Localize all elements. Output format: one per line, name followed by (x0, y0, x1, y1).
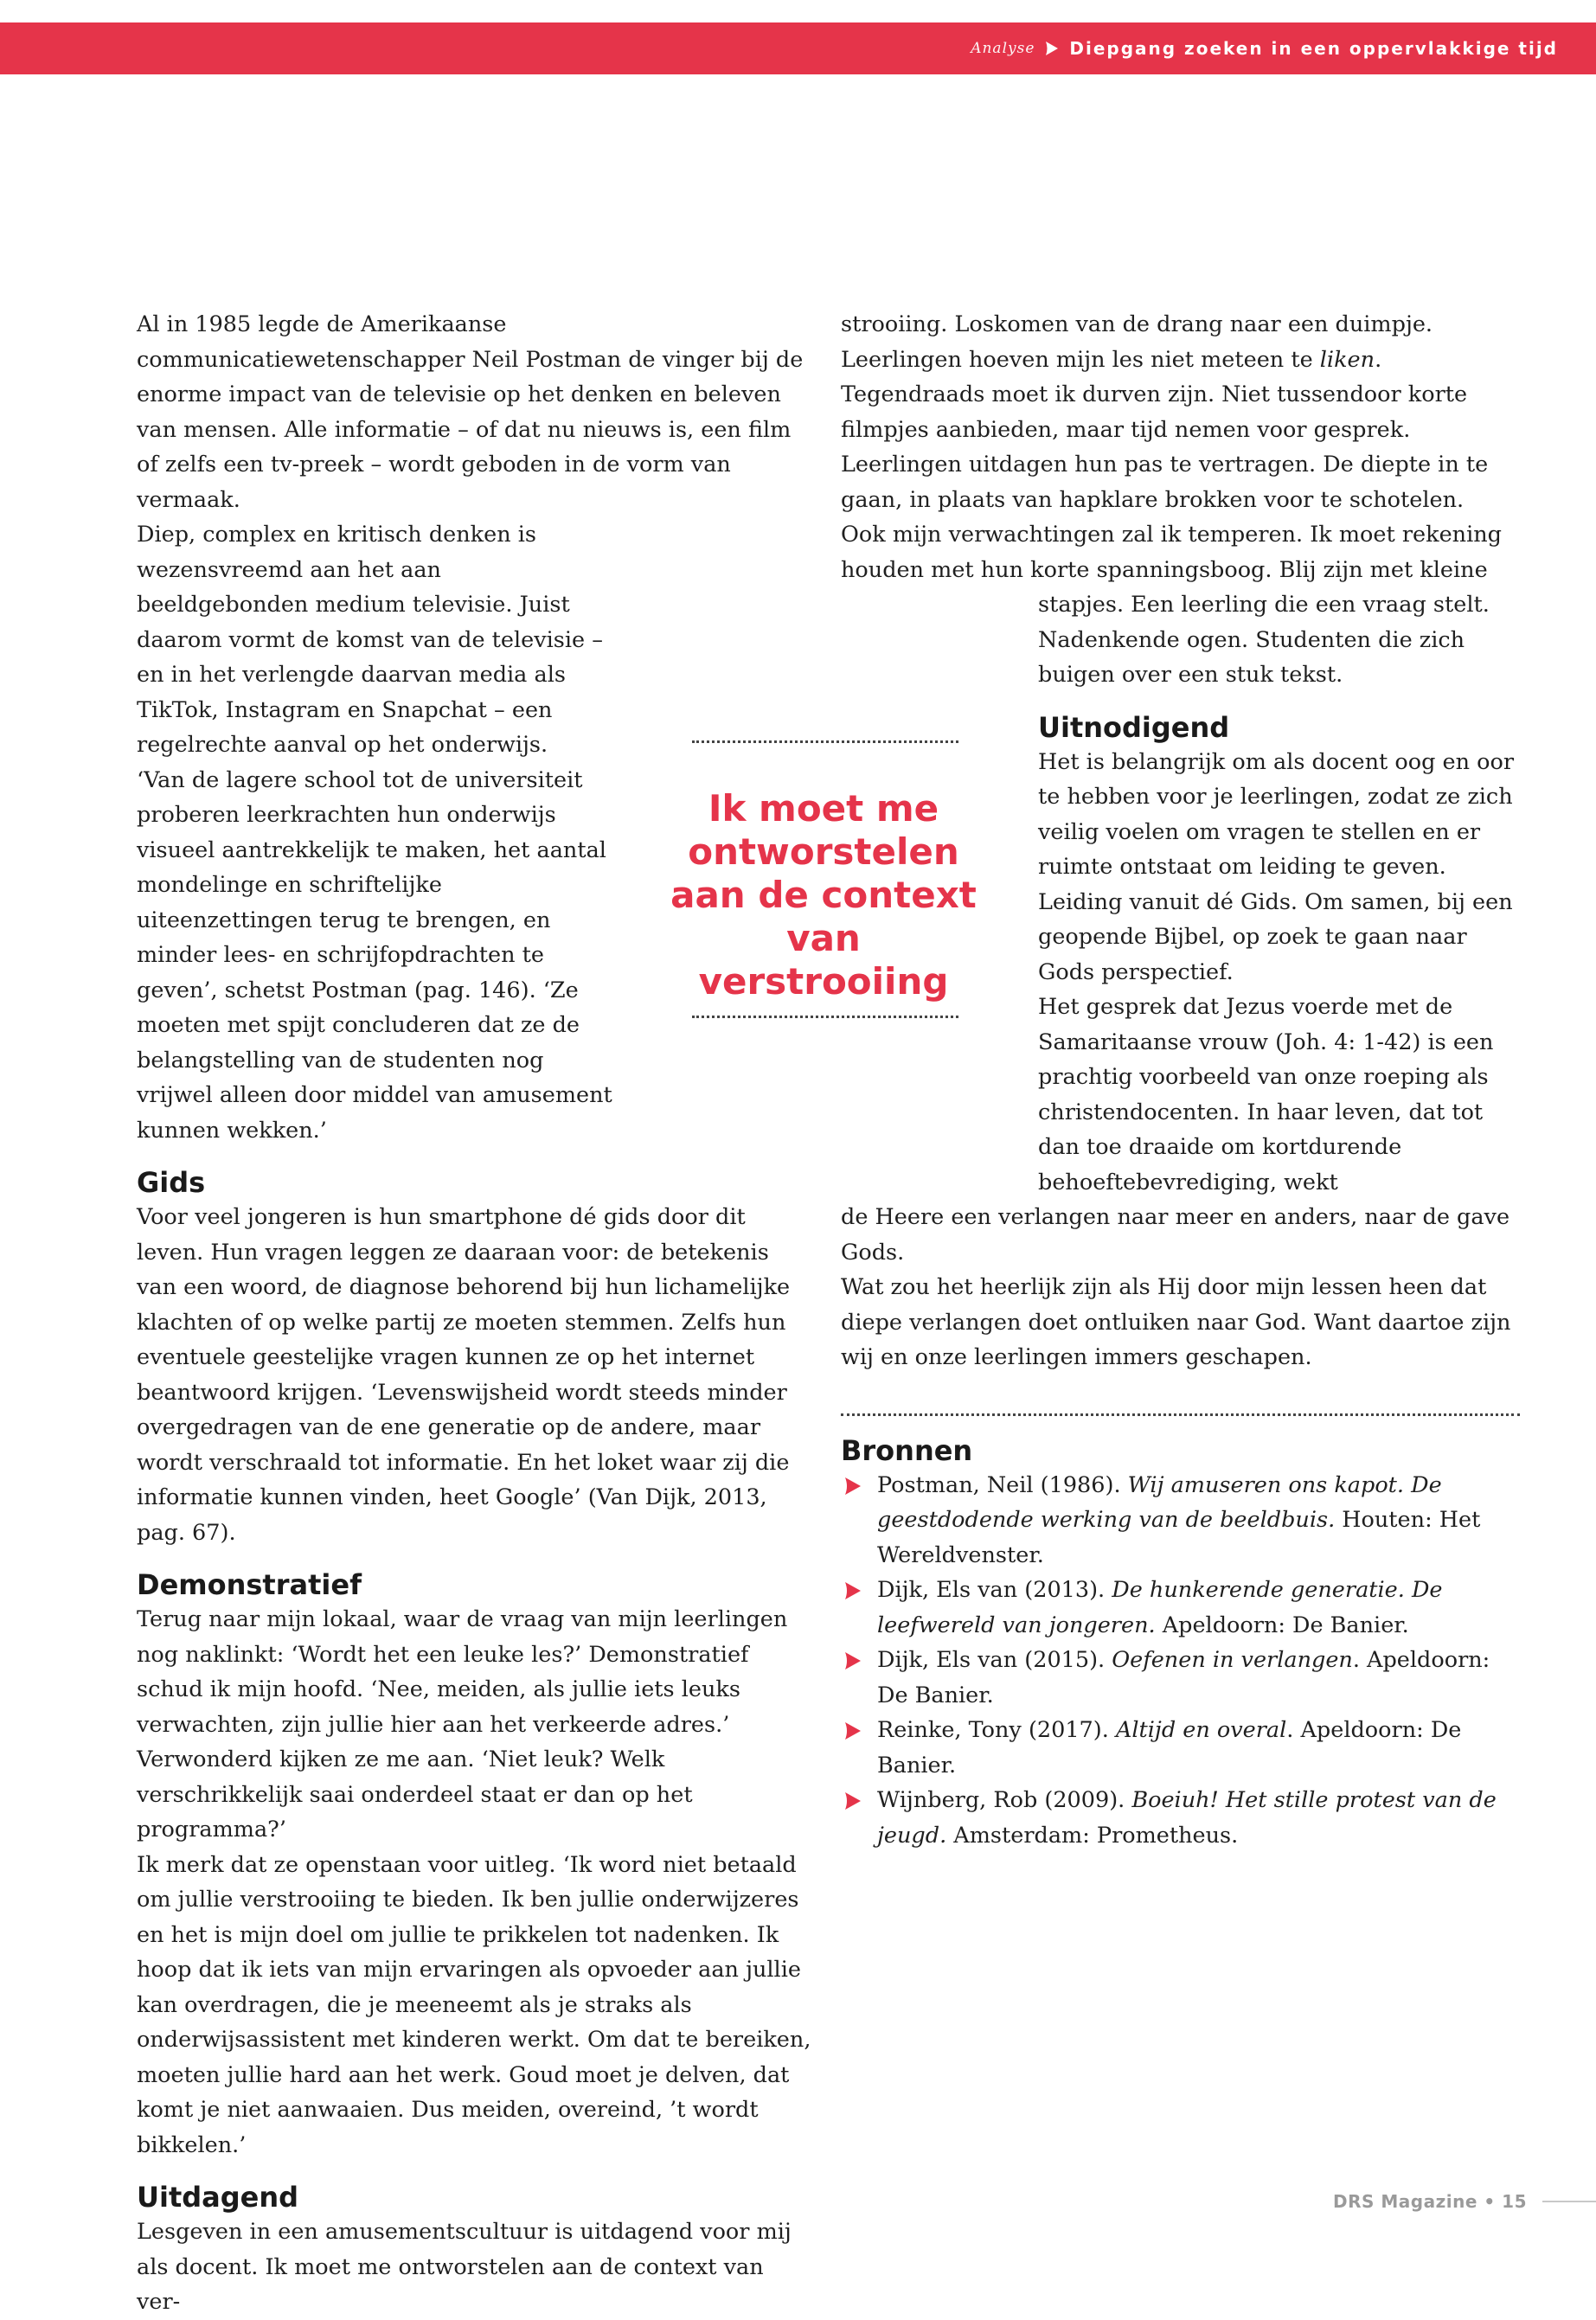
heading-demonstratief: Demonstratief (137, 1568, 362, 1601)
heading-gids: Gids (137, 1166, 206, 1199)
breadcrumb (971, 22, 1558, 74)
intro-paragraph-2: Diep, complex en kritisch denken is wezensvreemd aan het aan beeldgebonden medium televisie. Juist daarom vormt de komst van de televisie – en in het verlengde daarvan media als TikTok, Instagram en Snapchat – een regelrechte aanval op het onderwijs. (137, 522, 603, 758)
source-item: Reinke, Tony (2017). Altijd en overal. Apeldoorn: De Banier. (841, 1713, 1520, 1783)
source-item: Dijk, Els van (2015). Oefenen in verlangen. Apeldoorn: De Banier. (841, 1643, 1520, 1713)
uitnodigend-block (1038, 710, 1520, 1201)
source-item: Wijnberg, Rob (2009). Boeiuh! Het stille protest van de jeugd. Amsterdam: Prometheus. (841, 1783, 1520, 1853)
footer-label (1333, 2191, 1527, 2212)
page-footer (1333, 2189, 1596, 2214)
intro-paragraph-3: ‘Van de lagere school tot de universiteit proberen leerkrachten hun onderwijs visueel aantrekkelijk te maken, het aantal mondelinge en schriftelijke uiteenzettingen terug te brengen, en minder lees- en schrijfopdrachten te geven’, schetst Postman (pag. 146). ‘Ze moeten met spijt concluderen dat ze de belangstelling van de studenten nog vrijwel alleen door middel van amusement kunnen wekken.’ (137, 766, 612, 1144)
bullet-arrow-icon (843, 1721, 863, 1741)
uitnodigend-continued: de Heere een verlangen naar meer en anders, naar de gave Gods. (841, 1204, 1510, 1266)
heading-uitdagend: Uitdagend (137, 2181, 299, 2214)
source-item: Postman, Neil (1986). Wij amuseren ons kapot. De geestdodende werking van de beeldbuis. Houten: Het Wereldvenster. (841, 1468, 1520, 1573)
intro-paragraph-1: Al in 1985 legde de Amerikaanse communicatiewetenschapper Neil Postman de vinger bij de enorme impact van de televisie op het denken en beleven van mensen. Alle informatie – of dat nu nieuws is, een film of zelfs een tv-preek – wordt geboden in de vorm van vermaak. (137, 311, 804, 513)
gids-paragraph: Voor veel jongeren is hun smartphone dé gids door dit leven. Hun vragen leggen ze daaraan voor: de betekenis van een woord, de diagnose behorend bij hun lichamelijke klachten of op welke partij ze moeten stemmen. Zelfs hun eventuele geestelijke vragen kunnen ze op het internet beantwoord krijgen. ‘Levenswijsheid wordt steeds minder overgedragen van de ene generatie op de andere, maar wordt verschraald tot informatie. En het loket waar zij die informatie kunnen vinden, heet Google’ (Van Dijk, 2013, pag. 67). (137, 1204, 791, 1546)
uitnodigend-paragraph-1: Het is belangrijk om als docent oog en oor te hebben voor je leerlingen, zodat ze zich veilig voelen om vragen te stellen en er ruimte ontstaat om leiding te geven. Leiding vanuit dé Gids. Om samen, bij een geopende Bijbel, op zoek te gaan naar Gods perspectief. (1038, 748, 1515, 985)
heading-bronnen: Bronnen (841, 1433, 973, 1467)
bullet-arrow-icon (843, 1476, 863, 1496)
article-title: Diepgang zoeken in een oppervlakkige tijd (1069, 38, 1558, 59)
header-bar (0, 22, 1596, 74)
uitnodigend-paragraph-2: Het gesprek dat Jezus voerde met de Samaritaanse vrouw (Joh. 4: 1-42) is een prachtig voorbeeld van onze roeping als christendocenten. In haar leven, dat tot dan toe draaide om kortdurende behoeftebevrediging, wekt (1038, 994, 1494, 1195)
italic-word: liken (1319, 346, 1375, 373)
footer-separator: • (1484, 2191, 1496, 2212)
demo-paragraph-2: Ik merk dat ze openstaan voor uitleg. ‘Ik word niet betaald om jullie verstrooiing te bieden. Ik ben jullie onderwijzeres en het is mijn doel om jullie te prikkelen tot nadenken. Ik hoop dat ik iets van mijn ervaringen als opvoeder aan jullie kan overdragen, die je meeneemt als je straks als onderwijsassistent met kinderen werkt. Om dat te bereiken, moeten jullie hard aan het werk. Goud moet je delven, dat komt je niet aanwaaien. Dus meiden, overeind, ’t wordt bikkelen.’ (137, 1851, 811, 2158)
right-paragraph-1: strooiing. Loskomen van de drang naar een duimpje. Leerlingen hoeven mijn les niet meteen te liken. (841, 311, 1433, 373)
source-item: Dijk, Els van (2013). De hunkerende generatie. De leefwereld van jongeren. Apeldoorn: De Banier. (841, 1573, 1520, 1643)
footer-rule (1542, 2201, 1596, 2202)
bullet-arrow-icon (843, 1650, 863, 1671)
right-paragraph-3-lead: Ook mijn verwachtingen zal ik temperen. Ik moet rekening houden met hun korte spanningsboog. Blij zijn met kleine (841, 522, 1502, 583)
right-paragraph-3-rest: stapjes. Een leerling die een vraag stelt. Nadenkende ogen. Studenten die zich buigen over een stuk tekst. (1038, 592, 1490, 688)
heading-uitnodigend: Uitnodigend (1038, 710, 1230, 744)
page-number: 15 (1502, 2191, 1527, 2212)
sources-list (841, 1468, 1520, 1854)
sources-divider (841, 1413, 1520, 1416)
demo-paragraph-1: Terug naar mijn lokaal, waar de vraag van mijn leerlingen nog naklinkt: ‘Wordt het een leuke les?’ Demonstratief schud ik mijn hoofd. ‘Nee, meiden, als jullie iets leuks verwachten, zijn jullie hier aan het verkeerde adres.’ Verwonderd kijken ze me aan. ‘Niet leuk? Welk verschrikkelijk saai onderdeel staat er dan op het programma?’ (137, 1606, 788, 1843)
closing-paragraph: Wat zou het heerlijk zijn als Hij door mijn lessen heen dat diepe verlangen doet ontluiken naar God. Want daartoe zijn wij en onze leerlingen immers geschapen. (841, 1274, 1511, 1370)
section-label: Analyse (971, 40, 1035, 57)
arrow-right-icon (1043, 40, 1061, 57)
uitdagend-paragraph: Lesgeven in een amusementscultuur is uitdagend voor mij als docent. Ik moet me ontworstelen aan de context van ver- (137, 2219, 792, 2315)
magazine-name: DRS Magazine (1333, 2191, 1477, 2212)
left-column (137, 307, 811, 2320)
bullet-arrow-icon (843, 1580, 863, 1601)
bullet-arrow-icon (843, 1791, 863, 1811)
pull-quote-text: Ik moet me ontworstelen aan de context van verstrooiing (670, 787, 977, 1003)
right-paragraph-2: Tegendraads moet ik durven zijn. Niet tussendoor korte filmpjes aanbieden, maar tijd nemen voor gesprek. Leerlingen uitdagen hun pas te vertragen. De diepte in te gaan, in plaats van hapklare brokken voor te schotelen. (841, 381, 1489, 513)
right-column (841, 307, 1520, 1853)
